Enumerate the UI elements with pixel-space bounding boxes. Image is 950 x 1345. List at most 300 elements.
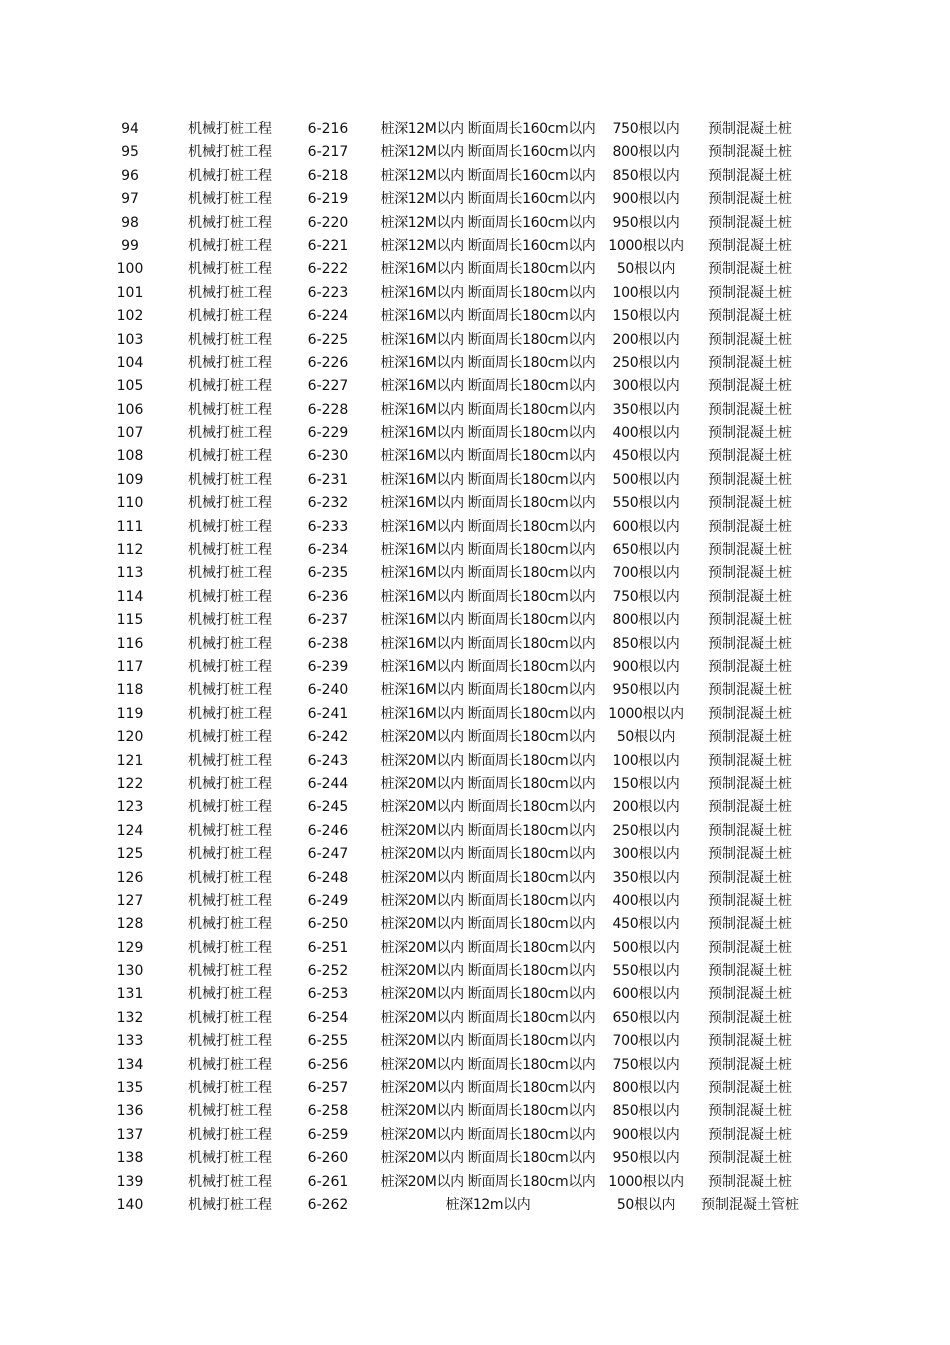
project-category: 机械打桩工程 <box>188 518 272 535</box>
pile-specification: 桩深20M以内 断面周长180cm以内 <box>380 1033 596 1050</box>
row-number: 135 <box>116 1080 144 1097</box>
quota-code: 6-240 <box>307 682 349 699</box>
pile-quantity: 800根以内 <box>612 1080 680 1097</box>
pile-specification: 桩深16M以内 断面周长180cm以内 <box>380 705 596 722</box>
pile-type: 预制混凝土桩 <box>708 1056 792 1073</box>
pile-quantity: 750根以内 <box>612 121 680 137</box>
table-row <box>0 1171 950 1194</box>
pile-specification: 桩深20M以内 断面周长180cm以内 <box>380 822 596 839</box>
pile-quantity: 450根以内 <box>612 448 680 465</box>
row-number: 113 <box>116 565 144 582</box>
pile-specification: 桩深20M以内 断面周长180cm以内 <box>380 916 596 933</box>
pile-type: 预制混凝土桩 <box>708 237 792 254</box>
project-category: 机械打桩工程 <box>188 869 272 886</box>
project-category: 机械打桩工程 <box>188 658 272 675</box>
project-category: 机械打桩工程 <box>188 354 272 371</box>
table-row <box>0 1054 950 1077</box>
row-number: 133 <box>116 1033 144 1050</box>
row-number: 116 <box>116 635 144 652</box>
project-category: 机械打桩工程 <box>188 892 272 909</box>
table-row <box>0 235 950 258</box>
quota-code: 6-247 <box>307 846 349 863</box>
pile-quantity: 900根以内 <box>612 1126 680 1143</box>
row-number: 137 <box>116 1126 144 1143</box>
quota-code: 6-232 <box>307 495 349 512</box>
pile-specification: 桩深12M以内 断面周长160cm以内 <box>380 167 596 184</box>
pile-quantity: 850根以内 <box>612 1103 680 1120</box>
pile-quantity: 200根以内 <box>612 331 680 348</box>
pile-quantity: 650根以内 <box>612 1009 680 1026</box>
pile-specification: 桩深16M以内 断面周长180cm以内 <box>380 495 596 512</box>
row-number: 138 <box>116 1150 144 1167</box>
row-number: 108 <box>116 448 144 465</box>
quota-code: 6-237 <box>307 612 349 629</box>
row-number: 124 <box>116 822 144 839</box>
table-row <box>0 562 950 585</box>
quota-code: 6-231 <box>307 471 349 488</box>
pile-quantity: 800根以内 <box>612 612 680 629</box>
pile-quantity: 100根以内 <box>612 284 680 301</box>
table-row <box>0 937 950 960</box>
pile-specification: 桩深20M以内 断面周长180cm以内 <box>380 1080 596 1097</box>
row-number: 134 <box>116 1056 144 1073</box>
row-number: 111 <box>116 518 144 535</box>
project-category: 机械打桩工程 <box>188 401 272 418</box>
pile-specification: 桩深16M以内 断面周长180cm以内 <box>380 284 596 301</box>
project-category: 机械打桩工程 <box>188 963 272 980</box>
quota-code: 6-245 <box>307 799 349 816</box>
row-number: 115 <box>116 612 144 629</box>
table-row <box>0 539 950 562</box>
row-number: 126 <box>116 869 144 886</box>
table-row <box>0 890 950 913</box>
pile-quantity: 1000根以内 <box>608 237 684 254</box>
row-number: 97 <box>121 191 139 208</box>
row-number: 128 <box>116 916 144 933</box>
row-number: 125 <box>116 846 144 863</box>
pile-type: 预制混凝土桩 <box>708 121 792 137</box>
quota-code: 6-256 <box>307 1056 349 1073</box>
row-number: 104 <box>116 354 144 371</box>
project-category: 机械打桩工程 <box>188 822 272 839</box>
pile-quantity: 850根以内 <box>612 635 680 652</box>
pile-type: 预制混凝土桩 <box>708 331 792 348</box>
pile-quantity: 900根以内 <box>612 658 680 675</box>
project-category: 机械打桩工程 <box>188 588 272 605</box>
table-row <box>0 258 950 281</box>
table-row <box>0 1194 950 1217</box>
quota-code: 6-223 <box>307 284 349 301</box>
pile-quantity: 850根以内 <box>612 167 680 184</box>
pile-quantity: 750根以内 <box>612 588 680 605</box>
pile-quantity: 1000根以内 <box>608 1173 684 1190</box>
pile-specification: 桩深16M以内 断面周长180cm以内 <box>380 658 596 675</box>
pile-type: 预制混凝土桩 <box>708 471 792 488</box>
pile-type: 预制混凝土桩 <box>708 775 792 792</box>
pile-specification: 桩深20M以内 断面周长180cm以内 <box>380 846 596 863</box>
pile-specification: 桩深20M以内 断面周长180cm以内 <box>380 1056 596 1073</box>
pile-quantity: 350根以内 <box>612 401 680 418</box>
quota-code: 6-225 <box>307 331 349 348</box>
table-row <box>0 118 950 141</box>
project-category: 机械打桩工程 <box>188 612 272 629</box>
row-number: 101 <box>116 284 144 301</box>
project-category: 机械打桩工程 <box>188 729 272 746</box>
pile-type: 预制混凝土桩 <box>708 308 792 325</box>
table-row <box>0 1077 950 1100</box>
table-row <box>0 305 950 328</box>
quota-code: 6-248 <box>307 869 349 886</box>
project-category: 机械打桩工程 <box>188 1150 272 1167</box>
pile-type: 预制混凝土桩 <box>708 658 792 675</box>
pile-type: 预制混凝土桩 <box>708 284 792 301</box>
quota-code: 6-220 <box>307 214 349 231</box>
row-number: 139 <box>116 1173 144 1190</box>
project-category: 机械打桩工程 <box>188 1173 272 1190</box>
quota-code: 6-262 <box>307 1196 349 1213</box>
pile-specification: 桩深16M以内 断面周长180cm以内 <box>380 471 596 488</box>
pile-type: 预制混凝土桩 <box>708 354 792 371</box>
project-category: 机械打桩工程 <box>188 167 272 184</box>
pile-specification: 桩深12m以内 <box>445 1196 531 1213</box>
project-category: 机械打桩工程 <box>188 939 272 956</box>
pile-specification: 桩深16M以内 断面周长180cm以内 <box>380 425 596 442</box>
pile-type: 预制混凝土桩 <box>708 986 792 1003</box>
pile-type: 预制混凝土桩 <box>708 565 792 582</box>
project-category: 机械打桩工程 <box>188 284 272 301</box>
row-number: 119 <box>116 705 144 722</box>
table-row <box>0 750 950 773</box>
pile-specification: 桩深20M以内 断面周长180cm以内 <box>380 869 596 886</box>
project-category: 机械打桩工程 <box>188 705 272 722</box>
pile-quantity: 650根以内 <box>612 542 680 559</box>
pile-quantity: 600根以内 <box>612 518 680 535</box>
pile-quantity: 500根以内 <box>612 939 680 956</box>
table-row <box>0 820 950 843</box>
pile-quantity: 300根以内 <box>612 846 680 863</box>
table-row <box>0 913 950 936</box>
row-number: 129 <box>116 939 144 956</box>
quota-code: 6-239 <box>307 658 349 675</box>
pile-quantity: 50根以内 <box>616 729 676 746</box>
project-category: 机械打桩工程 <box>188 752 272 769</box>
quota-code: 6-252 <box>307 963 349 980</box>
table-row <box>0 141 950 164</box>
row-number: 131 <box>116 986 144 1003</box>
pile-specification: 桩深16M以内 断面周长180cm以内 <box>380 565 596 582</box>
row-number: 130 <box>116 963 144 980</box>
table-row <box>0 960 950 983</box>
project-category: 机械打桩工程 <box>188 1196 272 1213</box>
row-number: 98 <box>121 214 139 231</box>
quota-code: 6-244 <box>307 775 349 792</box>
project-category: 机械打桩工程 <box>188 542 272 559</box>
pile-type: 预制混凝土桩 <box>708 963 792 980</box>
row-number: 114 <box>116 588 144 605</box>
pile-type: 预制混凝土桩 <box>708 1080 792 1097</box>
pile-specification: 桩深16M以内 断面周长180cm以内 <box>380 635 596 652</box>
pile-specification: 桩深16M以内 断面周长180cm以内 <box>380 331 596 348</box>
pile-specification: 桩深12M以内 断面周长160cm以内 <box>380 144 596 161</box>
project-category: 机械打桩工程 <box>188 1009 272 1026</box>
pile-type: 预制混凝土桩 <box>708 705 792 722</box>
pile-quantity: 200根以内 <box>612 799 680 816</box>
pile-quantity: 750根以内 <box>612 1056 680 1073</box>
project-category: 机械打桩工程 <box>188 846 272 863</box>
pile-specification: 桩深20M以内 断面周长180cm以内 <box>380 1173 596 1190</box>
project-category: 机械打桩工程 <box>188 1103 272 1120</box>
pile-quantity: 350根以内 <box>612 869 680 886</box>
pile-quantity: 250根以内 <box>612 354 680 371</box>
pile-type: 预制混凝土桩 <box>708 448 792 465</box>
pile-quantity: 450根以内 <box>612 916 680 933</box>
pile-quantity: 150根以内 <box>612 308 680 325</box>
pile-type: 预制混凝土桩 <box>708 846 792 863</box>
pile-quantity: 800根以内 <box>612 144 680 161</box>
pile-specification: 桩深20M以内 断面周长180cm以内 <box>380 1009 596 1026</box>
row-number: 118 <box>116 682 144 699</box>
project-category: 机械打桩工程 <box>188 635 272 652</box>
project-category: 机械打桩工程 <box>188 191 272 208</box>
pile-type: 预制混凝土桩 <box>708 729 792 746</box>
row-number: 132 <box>116 1009 144 1026</box>
quota-code: 6-230 <box>307 448 349 465</box>
table-row <box>0 516 950 539</box>
pile-specification: 桩深16M以内 断面周长180cm以内 <box>380 308 596 325</box>
pile-quantity: 500根以内 <box>612 471 680 488</box>
quota-code: 6-226 <box>307 354 349 371</box>
project-category: 机械打桩工程 <box>188 448 272 465</box>
table-row <box>0 492 950 515</box>
table-row <box>0 212 950 235</box>
table-row <box>0 983 950 1006</box>
pile-type: 预制混凝土桩 <box>708 1126 792 1143</box>
pile-type: 预制混凝土桩 <box>708 822 792 839</box>
pile-type: 预制混凝土桩 <box>708 1103 792 1120</box>
pile-specification: 桩深20M以内 断面周长180cm以内 <box>380 892 596 909</box>
pile-quantity: 100根以内 <box>612 752 680 769</box>
quota-code: 6-241 <box>307 705 349 722</box>
pile-type: 预制混凝土桩 <box>708 939 792 956</box>
pile-type: 预制混凝土桩 <box>708 167 792 184</box>
pile-quantity: 150根以内 <box>612 775 680 792</box>
table-row <box>0 609 950 632</box>
table-row <box>0 188 950 211</box>
pile-specification: 桩深20M以内 断面周长180cm以内 <box>380 939 596 956</box>
quota-code: 6-250 <box>307 916 349 933</box>
pile-type: 预制混凝土桩 <box>708 495 792 512</box>
table-row <box>0 726 950 749</box>
project-category: 机械打桩工程 <box>188 261 272 278</box>
table-row <box>0 1100 950 1123</box>
quota-code: 6-217 <box>307 144 349 161</box>
pile-quantity: 950根以内 <box>612 682 680 699</box>
pile-specification: 桩深12M以内 断面周长160cm以内 <box>380 214 596 231</box>
quota-code: 6-261 <box>307 1173 349 1190</box>
pile-type: 预制混凝土桩 <box>708 144 792 161</box>
project-category: 机械打桩工程 <box>188 799 272 816</box>
row-number: 94 <box>121 121 139 137</box>
quota-code: 6-228 <box>307 401 349 418</box>
quota-code: 6-260 <box>307 1150 349 1167</box>
table-row <box>0 165 950 188</box>
row-number: 140 <box>116 1196 144 1213</box>
pile-specification: 桩深12M以内 断面周长160cm以内 <box>380 237 596 254</box>
project-category: 机械打桩工程 <box>188 144 272 161</box>
pile-type: 预制混凝土桩 <box>708 191 792 208</box>
pile-specification: 桩深16M以内 断面周长180cm以内 <box>380 354 596 371</box>
table-row <box>0 773 950 796</box>
pile-type: 预制混凝土桩 <box>708 214 792 231</box>
pile-type: 预制混凝土桩 <box>708 892 792 909</box>
pile-specification: 桩深16M以内 断面周长180cm以内 <box>380 378 596 395</box>
pile-specification: 桩深20M以内 断面周长180cm以内 <box>380 963 596 980</box>
project-category: 机械打桩工程 <box>188 916 272 933</box>
pile-specification: 桩深20M以内 断面周长180cm以内 <box>380 752 596 769</box>
table-row <box>0 282 950 305</box>
pile-type: 预制混凝土桩 <box>708 869 792 886</box>
pile-type: 预制混凝土管桩 <box>701 1196 799 1213</box>
project-category: 机械打桩工程 <box>188 237 272 254</box>
row-number: 110 <box>116 495 144 512</box>
quota-code: 6-216 <box>307 121 349 137</box>
pile-quantity: 950根以内 <box>612 214 680 231</box>
pile-specification: 桩深20M以内 断面周长180cm以内 <box>380 1103 596 1120</box>
table-row <box>0 633 950 656</box>
project-category: 机械打桩工程 <box>188 775 272 792</box>
pile-quantity: 400根以内 <box>612 425 680 442</box>
table-row <box>0 679 950 702</box>
pile-quantity: 400根以内 <box>612 892 680 909</box>
table-row <box>0 1030 950 1053</box>
pile-specification: 桩深16M以内 断面周长180cm以内 <box>380 542 596 559</box>
project-category: 机械打桩工程 <box>188 1056 272 1073</box>
row-number: 99 <box>121 237 139 254</box>
pile-quantity: 550根以内 <box>612 963 680 980</box>
row-number: 103 <box>116 331 144 348</box>
table-row <box>0 656 950 679</box>
pile-specification: 桩深16M以内 断面周长180cm以内 <box>380 448 596 465</box>
pile-specification: 桩深20M以内 断面周长180cm以内 <box>380 729 596 746</box>
row-number: 100 <box>116 261 144 278</box>
pile-type: 预制混凝土桩 <box>708 401 792 418</box>
pile-quantity: 250根以内 <box>612 822 680 839</box>
table-row <box>0 375 950 398</box>
row-number: 123 <box>116 799 144 816</box>
quota-code: 6-254 <box>307 1009 349 1026</box>
row-number: 117 <box>116 658 144 675</box>
quota-code: 6-258 <box>307 1103 349 1120</box>
row-number: 106 <box>116 401 144 418</box>
pile-specification: 桩深20M以内 断面周长180cm以内 <box>380 1126 596 1143</box>
quota-code: 6-221 <box>307 237 349 254</box>
quota-code: 6-224 <box>307 308 349 325</box>
project-category: 机械打桩工程 <box>188 308 272 325</box>
quota-code: 6-233 <box>307 518 349 535</box>
quota-code: 6-222 <box>307 261 349 278</box>
project-category: 机械打桩工程 <box>188 471 272 488</box>
pile-quantity: 50根以内 <box>616 1196 676 1213</box>
row-number: 112 <box>116 542 144 559</box>
row-number: 95 <box>121 144 139 161</box>
pile-quantity: 700根以内 <box>612 565 680 582</box>
pile-specification: 桩深20M以内 断面周长180cm以内 <box>380 986 596 1003</box>
project-category: 机械打桩工程 <box>188 1126 272 1143</box>
project-category: 机械打桩工程 <box>188 565 272 582</box>
pile-type: 预制混凝土桩 <box>708 916 792 933</box>
pile-type: 预制混凝土桩 <box>708 518 792 535</box>
row-number: 96 <box>121 167 139 184</box>
pile-specification: 桩深20M以内 断面周长180cm以内 <box>380 775 596 792</box>
table-row <box>0 1007 950 1030</box>
pile-quantity: 950根以内 <box>612 1150 680 1167</box>
pile-type: 预制混凝土桩 <box>708 635 792 652</box>
table-row <box>0 352 950 375</box>
pile-specification: 桩深16M以内 断面周长180cm以内 <box>380 518 596 535</box>
pile-type: 预制混凝土桩 <box>708 612 792 629</box>
project-category: 机械打桩工程 <box>188 495 272 512</box>
pile-quantity: 900根以内 <box>612 191 680 208</box>
pile-quantity: 50根以内 <box>616 261 676 278</box>
pile-type: 预制混凝土桩 <box>708 588 792 605</box>
project-category: 机械打桩工程 <box>188 214 272 231</box>
pile-quantity: 600根以内 <box>612 986 680 1003</box>
pile-specification: 桩深16M以内 断面周长180cm以内 <box>380 401 596 418</box>
pile-specification: 桩深16M以内 断面周长180cm以内 <box>380 261 596 278</box>
pile-type: 预制混凝土桩 <box>708 752 792 769</box>
pile-type: 预制混凝土桩 <box>708 425 792 442</box>
row-number: 122 <box>116 775 144 792</box>
table-row <box>0 422 950 445</box>
quota-code: 6-255 <box>307 1033 349 1050</box>
table-row <box>0 867 950 890</box>
pile-type: 预制混凝土桩 <box>708 1009 792 1026</box>
project-category: 机械打桩工程 <box>188 986 272 1003</box>
pile-type: 预制混凝土桩 <box>708 682 792 699</box>
quota-code: 6-249 <box>307 892 349 909</box>
row-number: 105 <box>116 378 144 395</box>
pile-quantity: 550根以内 <box>612 495 680 512</box>
pile-quantity: 1000根以内 <box>608 705 684 722</box>
quota-code: 6-259 <box>307 1126 349 1143</box>
quota-code: 6-238 <box>307 635 349 652</box>
row-number: 102 <box>116 308 144 325</box>
pile-specification: 桩深16M以内 断面周长180cm以内 <box>380 588 596 605</box>
quota-code: 6-229 <box>307 425 349 442</box>
pile-type: 预制混凝土桩 <box>708 1150 792 1167</box>
pile-type: 预制混凝土桩 <box>708 1033 792 1050</box>
pile-specification: 桩深16M以内 断面周长180cm以内 <box>380 682 596 699</box>
row-number: 107 <box>116 425 144 442</box>
pile-specification: 桩深12M以内 断面周长160cm以内 <box>380 121 596 137</box>
project-category: 机械打桩工程 <box>188 121 272 137</box>
table-row <box>0 796 950 819</box>
table-row <box>0 1147 950 1170</box>
pile-specification: 桩深16M以内 断面周长180cm以内 <box>380 612 596 629</box>
table-row <box>0 843 950 866</box>
quota-code: 6-243 <box>307 752 349 769</box>
table-row <box>0 445 950 468</box>
project-category: 机械打桩工程 <box>188 331 272 348</box>
table-row <box>0 469 950 492</box>
pile-specification: 桩深12M以内 断面周长160cm以内 <box>380 191 596 208</box>
table-row <box>0 703 950 726</box>
pile-quantity: 300根以内 <box>612 378 680 395</box>
pile-specification: 桩深20M以内 断面周长180cm以内 <box>380 799 596 816</box>
quota-code: 6-235 <box>307 565 349 582</box>
quota-code: 6-242 <box>307 729 349 746</box>
quota-code: 6-236 <box>307 588 349 605</box>
